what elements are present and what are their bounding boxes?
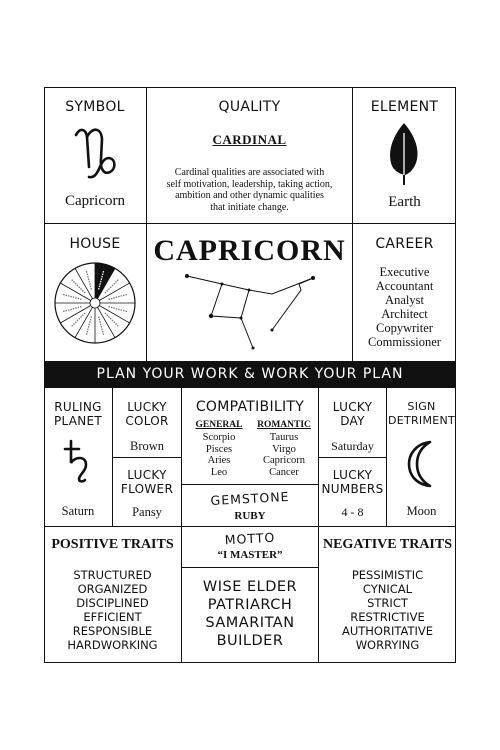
archetypes-cell [182,568,318,663]
list-item: Cancer [269,466,299,478]
list-item: Aries [207,455,231,466]
compatibility-cell [182,389,318,484]
list-item: Scorpio [202,432,236,443]
motto-value: “I MASTER” [217,549,283,561]
quality-header: QUALITY [218,99,281,115]
motto-banner [44,361,456,388]
motto-cell [182,527,318,567]
list-item: Leo [210,466,228,478]
list-item: Virgo [272,443,296,455]
lucky-day-cell [319,389,386,457]
sign-detriment-name: Moon [406,504,437,518]
career-list [353,265,456,349]
sign-detriment-cell [387,389,456,526]
lucky-day-header: LUCKY DAY [332,400,373,428]
negative-traits-list [319,568,456,652]
negative-traits-cell [319,527,456,663]
positive-traits-list [44,568,181,652]
lucky-day-value: Saturday [331,439,374,453]
lucky-numbers-value: 4 - 8 [341,505,364,519]
leaf-icon [386,121,422,187]
lucky-numbers-header: LUCKY NUMBERS [321,468,384,496]
career-cell [353,224,456,361]
list-item: WORRYING [355,638,420,652]
capricorn-glyph-icon [70,123,120,179]
list-item: STRICT [367,596,408,610]
motto-header: MOTTO [224,529,276,548]
house-header: HOUSE [69,236,121,252]
list-item: Commissioner [368,335,441,349]
ruling-planet-header: RULING PLANET [53,400,103,428]
lucky-flower-header: LUCKY FLOWER [120,468,174,496]
list-item: PESSIMISTIC [351,568,424,582]
list-item: SAMARITAN [205,615,295,631]
list-item: Executive [379,265,430,279]
quality-title: CARDINAL [212,132,287,147]
main-title: CAPRICORN [153,234,346,267]
list-item: PATRIARCH [207,597,293,613]
gemstone-header: GEMSTONE [210,488,290,509]
list-item: BUILDER [216,633,284,649]
romantic-label: ROMANTIC [257,420,311,430]
list-item: ORGANIZED [77,582,148,596]
career-header: CAREER [375,236,434,252]
element-header: ELEMENT [370,99,439,115]
list-item: Taurus [269,432,299,443]
sign-detriment-header: SIGN DETRIMENT [387,400,456,427]
list-item: HARDWORKING [67,638,158,652]
quality-description: Cardinal qualities are associated with self motivation, leadership, taking action, ambition and other dynamic qualities that initiate change. [166,167,333,213]
list-item: RESPONSIBLE [72,624,153,638]
list-item: RESTRICTIVE [350,610,425,624]
symbol-cell [44,87,146,223]
compatibility-header: COMPATIBILITY [195,399,305,415]
house-cell [44,224,146,361]
element-cell [353,87,456,223]
constellation-icon [177,270,327,355]
list-item: Accountant [375,279,434,293]
ruling-planet-cell [44,389,112,526]
lucky-color-value: Brown [129,439,165,453]
positive-traits-header: POSITIVE TRAITS [51,537,174,552]
symbol-name: Capricorn [65,193,125,209]
list-item: CYNICAL [362,582,413,596]
lucky-color-header: LUCKY COLOR [125,400,169,428]
lucky-numbers-cell [319,458,386,526]
moon-icon [406,439,438,489]
list-item: STRUCTURED [73,568,152,582]
list-item: WISE ELDER [202,579,298,595]
saturn-glyph-icon [62,439,96,483]
lucky-flower-cell [113,458,181,526]
element-name: Earth [388,194,421,210]
list-item: DISCIPLINED [76,596,149,610]
archetypes-list [182,578,318,650]
ruling-planet-name: Saturn [61,504,95,518]
gemstone-value: RUBY [234,510,266,522]
list-item: Capricorn [263,455,305,466]
gemstone-cell [182,485,318,526]
list-item: Architect [381,307,428,321]
lucky-flower-value: Pansy [132,505,162,519]
positive-traits-cell [44,527,181,663]
list-item: AUTHORITATIVE [341,624,434,638]
symbol-header: SYMBOL [65,99,125,115]
general-column [188,420,250,478]
romantic-column [252,420,316,478]
list-item: Pisces [205,443,233,455]
list-item: Copywriter [376,321,433,335]
title-cell [147,224,352,361]
zodiac-wheel-icon [53,261,137,345]
list-item: EFFICIENT [83,610,142,624]
general-label: GENERAL [195,420,243,430]
lucky-color-cell [113,389,181,457]
banner-text: PLAN YOUR WORK & WORK YOUR PLAN [96,366,404,382]
quality-cell [147,87,352,223]
list-item: Analyst [385,293,424,307]
negative-traits-header: NEGATIVE TRAITS [322,537,453,552]
